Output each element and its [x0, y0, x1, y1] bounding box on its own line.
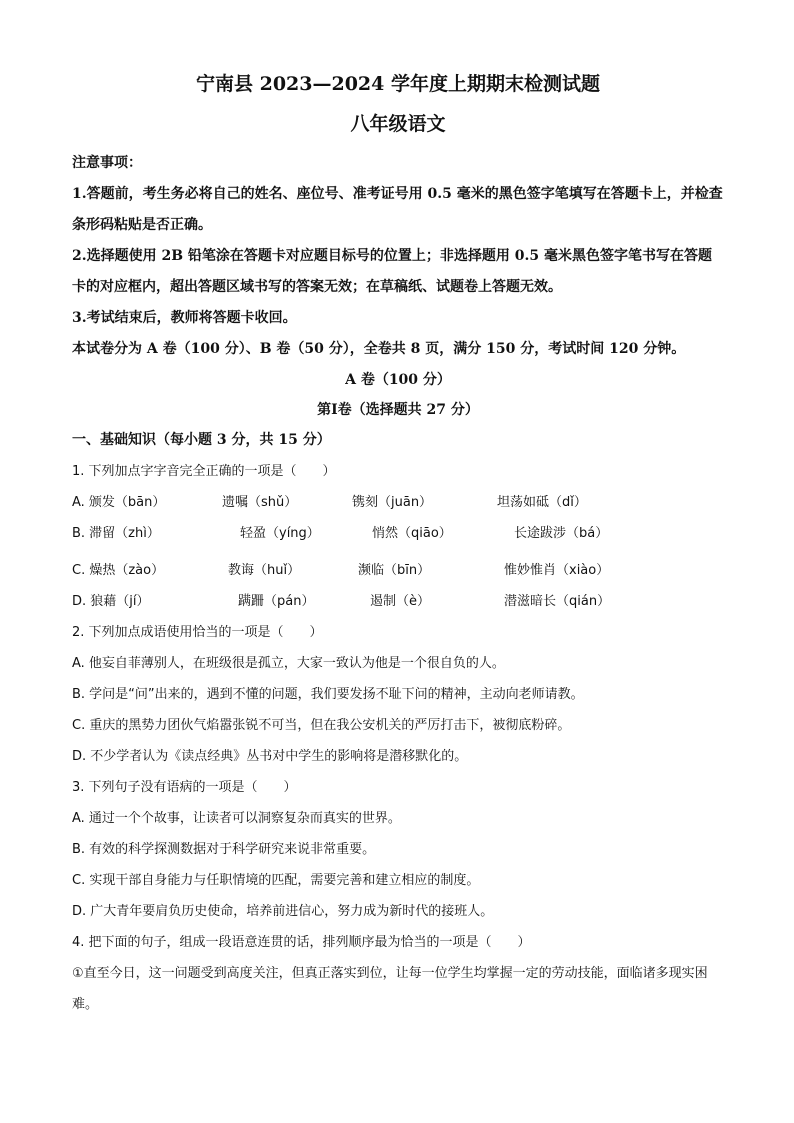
option: 长途跋涉（bá） [514, 526, 609, 541]
option: A. 颁发（bān） [72, 495, 166, 510]
question-2-option: D. 不少学者认为《读点经典》丛书对中学生的影响将是潜移默化的。 [72, 749, 468, 764]
option: B. 滞留（zhì） [72, 526, 160, 541]
exam-page [72, 72, 724, 1020]
option: 濒临（bīn） [358, 563, 431, 578]
notice-heading: 注意事项： [72, 155, 142, 171]
question-3-stem: 3. 下列句子没有语病的一项是（ ） [72, 780, 297, 795]
question-2-option: B. 学问是“问”出来的，遇到不懂的问题，我们要发扬不耻下问的精神，主动向老师请教。 [72, 687, 584, 702]
question-4-sentence: ①直至今日，这一问题受到高度关注，但真正落实到位，让每一位学生均掌握一定的劳动技能，面临诸多现实困难。 [72, 966, 708, 1012]
option: 坦荡如砥（dǐ） [497, 495, 587, 510]
option: D. 狼藉（jí） [72, 594, 150, 609]
question-2-option: C. 重庆的黑势力团伙气焰嚣张锐不可当，但在我公安机关的严厉打击下，被彻底粉碎。 [72, 718, 571, 733]
question-1-option-row [72, 586, 724, 617]
option: 悄然（qiāo） [372, 526, 452, 541]
option: 潜滋暗长（qián） [504, 594, 611, 609]
notice-item: 1.答题前，考生务必将自己的姓名、座位号、准考证号用 0.5 毫米的黑色签字笔填写在答题卡上，并检查条形码粘贴是否正确。 [72, 186, 723, 233]
question-1-option-row [72, 487, 724, 518]
question-2-option: A. 他妄自菲薄别人，在班级很是孤立，大家一致认为他是一个很自负的人。 [72, 656, 505, 671]
question-4-stem: 4. 把下面的句子，组成一段语意连贯的话，排列顺序最为恰当的一项是（ ） [72, 935, 531, 950]
question-3-option: B. 有效的科学探测数据对于科学研究来说非常重要。 [72, 842, 376, 857]
question-2-stem: 2. 下列加点成语使用恰当的一项是（ ） [72, 625, 323, 640]
question-1-option-row [72, 518, 724, 549]
section-a-heading: A 卷（100 分） [345, 372, 451, 388]
notice-item: 3.考试结束后，教师将答题卡收回。 [72, 310, 297, 326]
option: 遏制（è） [370, 594, 430, 609]
option: 惟妙惟肖（xiào） [504, 563, 610, 578]
question-3-option: D. 广大青年要肩负历史使命，培养前进信心，努力成为新时代的接班人。 [72, 904, 494, 919]
question-3-option: C. 实现干部自身能力与任职情境的匹配，需要完善和建立相应的制度。 [72, 873, 480, 888]
option: 遗嘱（shǔ） [222, 495, 298, 510]
option: 轻盈（yíng） [240, 526, 320, 541]
exam-summary: 本试卷分为 A 卷（100 分）、B 卷（50 分），全卷共 8 页，满分 150 分，考试时间 120 分钟。 [72, 341, 686, 357]
section-basic-heading: 一、基础知识（每小题 3 分，共 15 分） [72, 432, 331, 448]
question-3-option: A. 通过一个个故事，让读者可以洞察复杂而真实的世界。 [72, 811, 401, 826]
option: 蹒跚（pán） [238, 594, 315, 609]
question-1-stem: 1. 下列加点字字音完全正确的一项是（ ） [72, 464, 336, 479]
section-part1-heading: 第Ⅰ卷（选择题共 27 分） [317, 402, 479, 418]
question-1-option-row [72, 555, 724, 586]
exam-title: 宁南县 2023—2024 学年度上期期末检测试题 [196, 73, 600, 95]
option: 教诲（huǐ） [228, 563, 301, 578]
option: 镌刻（juān） [352, 495, 433, 510]
option: C. 燥热（zào） [72, 563, 165, 578]
exam-subtitle: 八年级语文 [350, 113, 446, 135]
notice-item: 2.选择题使用 2B 铅笔涂在答题卡对应题目标号的位置上；非选择题用 0.5 毫米黑色签字笔书写在答题卡的对应框内，超出答题区域书写的答案无效；在草稿纸、试题卷上答题无效。 [72, 248, 713, 295]
